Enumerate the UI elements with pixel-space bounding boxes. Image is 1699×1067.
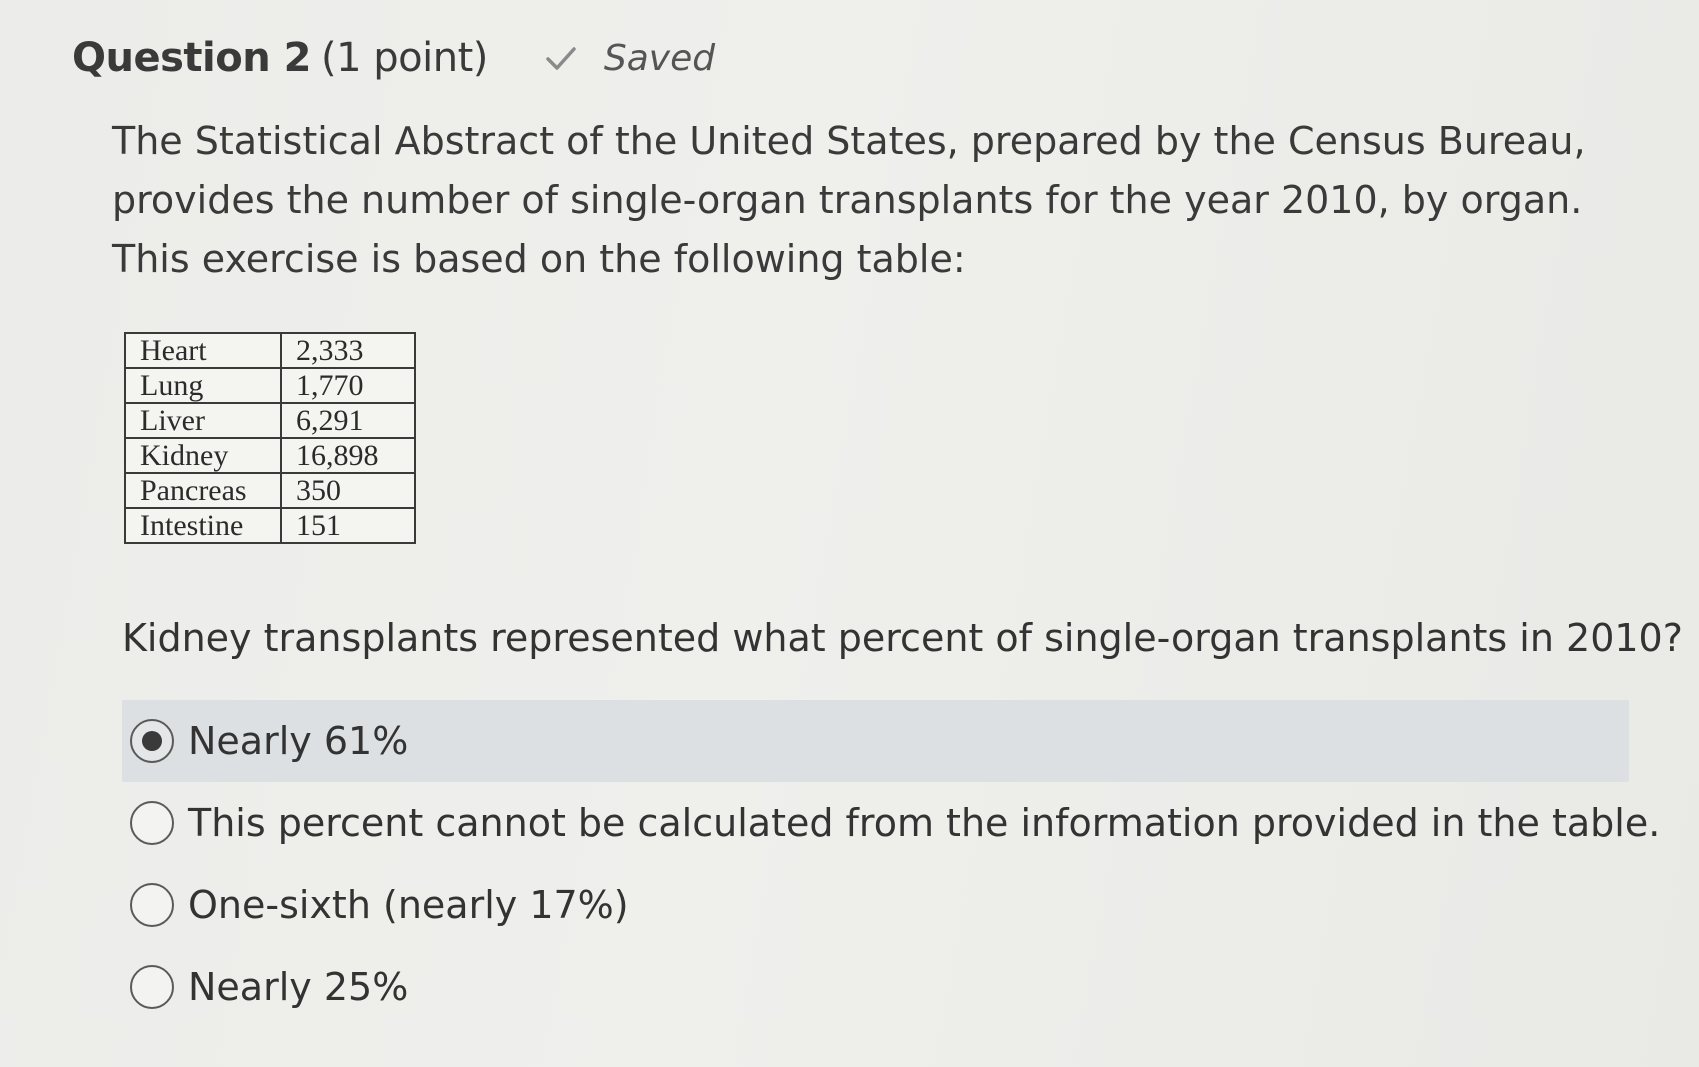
- table-row: [125, 508, 415, 543]
- saved-label: Saved: [603, 37, 716, 79]
- table-row: [125, 438, 415, 473]
- answer-option-label[interactable]: Nearly 25%: [188, 965, 409, 1009]
- answer-option-label[interactable]: One-sixth (nearly 17%): [188, 883, 629, 927]
- organ-cell: Intestine: [125, 508, 281, 543]
- table-row: [125, 403, 415, 438]
- count-cell: 16,898: [281, 438, 415, 473]
- answer-option-2[interactable]: [122, 782, 1661, 864]
- question-points: (1 point): [320, 35, 488, 81]
- saved-status: [544, 38, 715, 79]
- count-cell: 1,770: [281, 368, 415, 403]
- checkmark-icon: [544, 41, 578, 75]
- count-cell: 6,291: [281, 403, 415, 438]
- radio-button[interactable]: [130, 801, 174, 845]
- table-row: [125, 368, 415, 403]
- answer-option-label[interactable]: This percent cannot be calculated from the information provided in the table.: [188, 801, 1661, 845]
- question-prompt: Kidney transplants represented what percent of single-organ transplants in 2010?: [122, 616, 1683, 660]
- count-cell: 151: [281, 508, 415, 543]
- question-header: [72, 30, 715, 86]
- answer-options: [122, 700, 1661, 1028]
- radio-button-selected[interactable]: [130, 719, 174, 763]
- answer-option-3[interactable]: [122, 864, 1629, 946]
- organ-cell: Heart: [125, 333, 281, 368]
- answer-option-4[interactable]: [122, 946, 1629, 1028]
- organ-cell: Kidney: [125, 438, 281, 473]
- organ-cell: Liver: [125, 403, 281, 438]
- radio-button[interactable]: [130, 883, 174, 927]
- radio-dot-icon: [142, 731, 162, 751]
- radio-button[interactable]: [130, 965, 174, 1009]
- answer-option-1[interactable]: [122, 700, 1629, 782]
- question-number: Question 2: [72, 35, 311, 81]
- organ-cell: Lung: [125, 368, 281, 403]
- question-text: The Statistical Abstract of the United States, prepared by the Census Bureau, provides the number of single-organ transplants for the year 2010, by organ. This exercise is based on the following table:: [112, 119, 1586, 281]
- table-row: [125, 473, 415, 508]
- table-row: [125, 333, 415, 368]
- count-cell: 2,333: [281, 333, 415, 368]
- count-cell: 350: [281, 473, 415, 508]
- transplant-table: [124, 332, 416, 544]
- organ-cell: Pancreas: [125, 473, 281, 508]
- answer-option-label[interactable]: Nearly 61%: [188, 719, 409, 763]
